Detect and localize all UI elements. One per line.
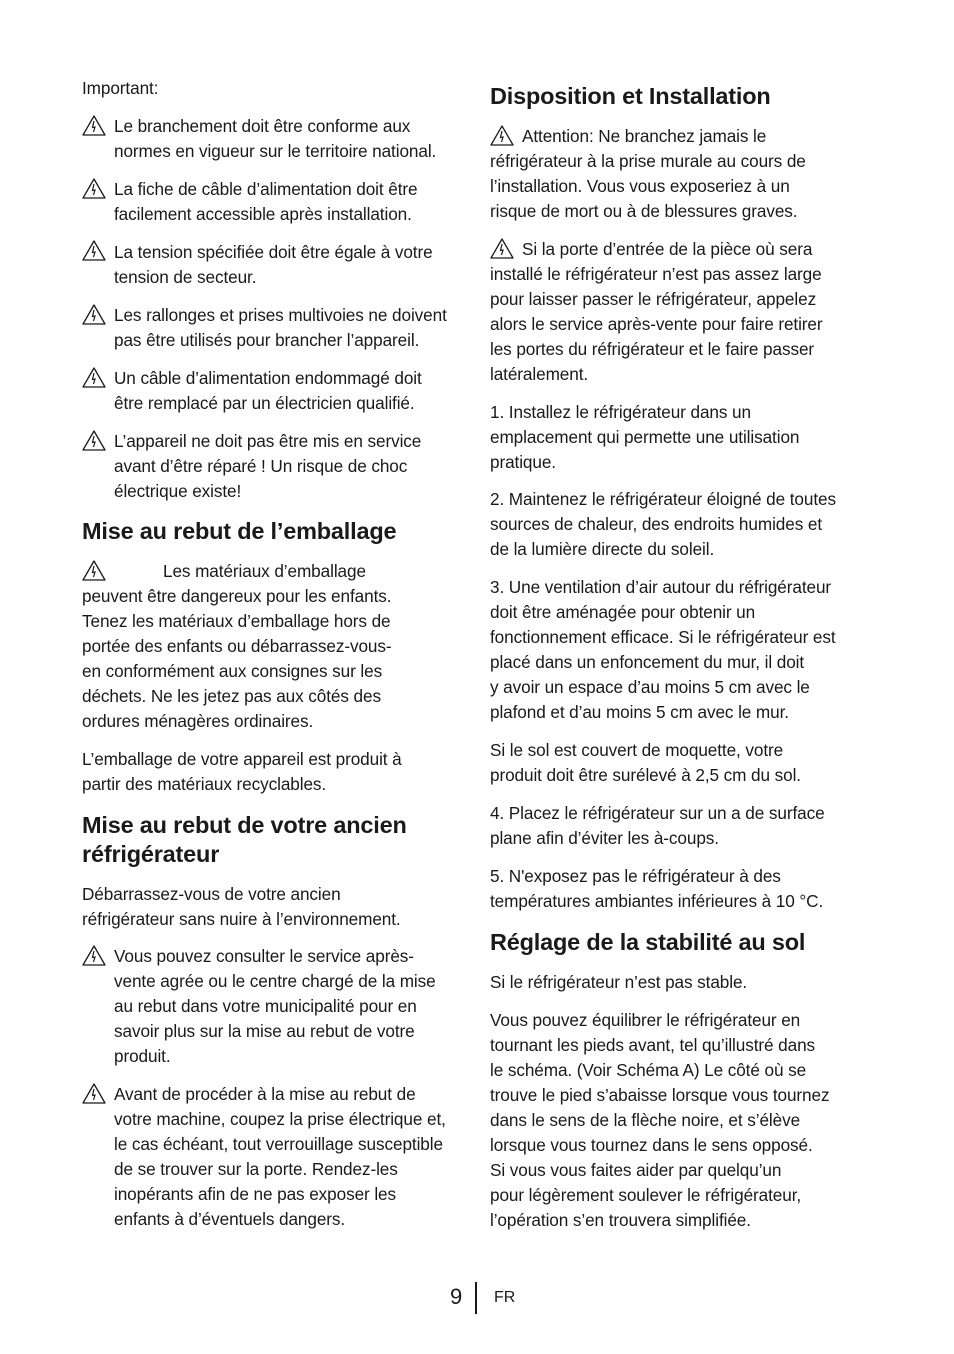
install-step: 5. N'exposez pas le réfrigérateur à des températures ambiantes inférieures à 10 °C. bbox=[490, 866, 824, 911]
stability-text: Vous pouvez équilibrer le réfrigérateur en tournant les pieds avant, tel qu’illustré dans le schéma. (Voir Schéma A) Le côté où se trouve le pied s’abaisse lorsque vous tournez dans le sens de la flèche noire, et s’élève lorsque vous tournez dans le sens opposé. Si vous vous faites aider par quelqu’un pour légèrement soulever le réfrigérateur, l’opération s’en trouvera simplifiée. bbox=[490, 1010, 830, 1230]
packaging-warning-text: Les matériaux d’emballage peuvent être dangereux pour les enfants. Tenez les matériaux d’emballage hors de portée des enfants ou débarrassez-vous- en conformément aux consignes sur les déchets. Ne les jetez pas aux côtés des ordures ménagères ordinaires. bbox=[82, 561, 392, 731]
install-heading: Disposition et Installation bbox=[490, 83, 771, 109]
warning-text: Un câble d’alimentation endommagé doit être remplacé par un électricien qualifié. bbox=[114, 368, 422, 413]
install-warning-text: Attention: Ne branchez jamais le réfrigérateur à la prise murale au cours de l’installation. Vous vous exposeriez à un risque de mort ou à de blessures graves. bbox=[490, 126, 806, 221]
warning-text: Les rallonges et prises multivoies ne doivent pas être utilisés pour brancher l’appareil. bbox=[114, 305, 447, 350]
language-code: FR bbox=[494, 1289, 516, 1306]
warning-text: La tension spécifiée doit être égale à votre tension de secteur. bbox=[114, 242, 433, 287]
install-step: 1. Installez le réfrigérateur dans un emplacement qui permette une utilisation pratique. bbox=[490, 402, 800, 472]
install-note: Si le sol est couvert de moquette, votre produit doit être surélevé à 2,5 cm du sol. bbox=[490, 740, 801, 785]
warning-text: Le branchement doit être conforme aux normes en vigueur sur le territoire national. bbox=[114, 116, 437, 161]
warning-text: La fiche de câble d’alimentation doit être facilement accessible après installation. bbox=[114, 179, 418, 224]
page-number: 9 bbox=[450, 1284, 463, 1309]
packaging-heading: Mise au rebut de l’emballage bbox=[82, 518, 397, 544]
install-step: 3. Une ventilation d’air autour du réfrigérateur doit être aménagée pour obtenir un fonctionnement efficace. Si le réfrigérateur est placé dans un enfoncement du mur, il doit y avoir un espace d’au moins 5 cm avec le plafond et d’au moins 5 cm avec le mur. bbox=[490, 577, 836, 722]
install-step: 4. Placez le réfrigérateur sur un a de surface plane afin d’éviter les à-coups. bbox=[490, 803, 825, 848]
warning-text: Vous pouvez consulter le service après- vente agrée ou le centre chargé de la mise au rebut dans votre municipalité pour en savoir plus sur la mise au rebut de votre produit. bbox=[114, 946, 436, 1066]
install-step: 2. Maintenez le réfrigérateur éloigné de toutes sources de chaleur, des endroits humides et de la lumière directe du soleil. bbox=[490, 489, 836, 559]
old-fridge-text: Débarrassez-vous de votre ancien réfrigérateur sans nuire à l’environnement. bbox=[82, 884, 401, 929]
footer-divider bbox=[475, 1282, 477, 1314]
warning-text: L’appareil ne doit pas être mis en service avant d’être réparé ! Un risque de choc électrique existe! bbox=[114, 431, 422, 501]
packaging-text: L’emballage de votre appareil est produit à partir des matériaux recyclables. bbox=[82, 749, 402, 794]
old-fridge-heading: Mise au rebut de votre ancien réfrigérateur bbox=[82, 812, 407, 867]
stability-heading: Réglage de la stabilité au sol bbox=[490, 929, 806, 955]
stability-text: Si le réfrigérateur n’est pas stable. bbox=[490, 972, 748, 992]
warning-text: Avant de procéder à la mise au rebut de votre machine, coupez la prise électrique et, le cas échéant, tout verrouillage susceptible de se trouver sur la porte. Rendez-les inopérants afin de ne pas exposer les enfants à d’éventuels dangers. bbox=[114, 1084, 446, 1229]
important-label: Important: bbox=[82, 78, 159, 98]
install-warning-text: Si la porte d’entrée de la pièce où sera installé le réfrigérateur n’est pas assez large pour laisser passer le réfrigérateur, appelez alors le service après-vente pour faire retirer les portes du réfrigérateur et le faire passer latéralement. bbox=[490, 239, 823, 384]
